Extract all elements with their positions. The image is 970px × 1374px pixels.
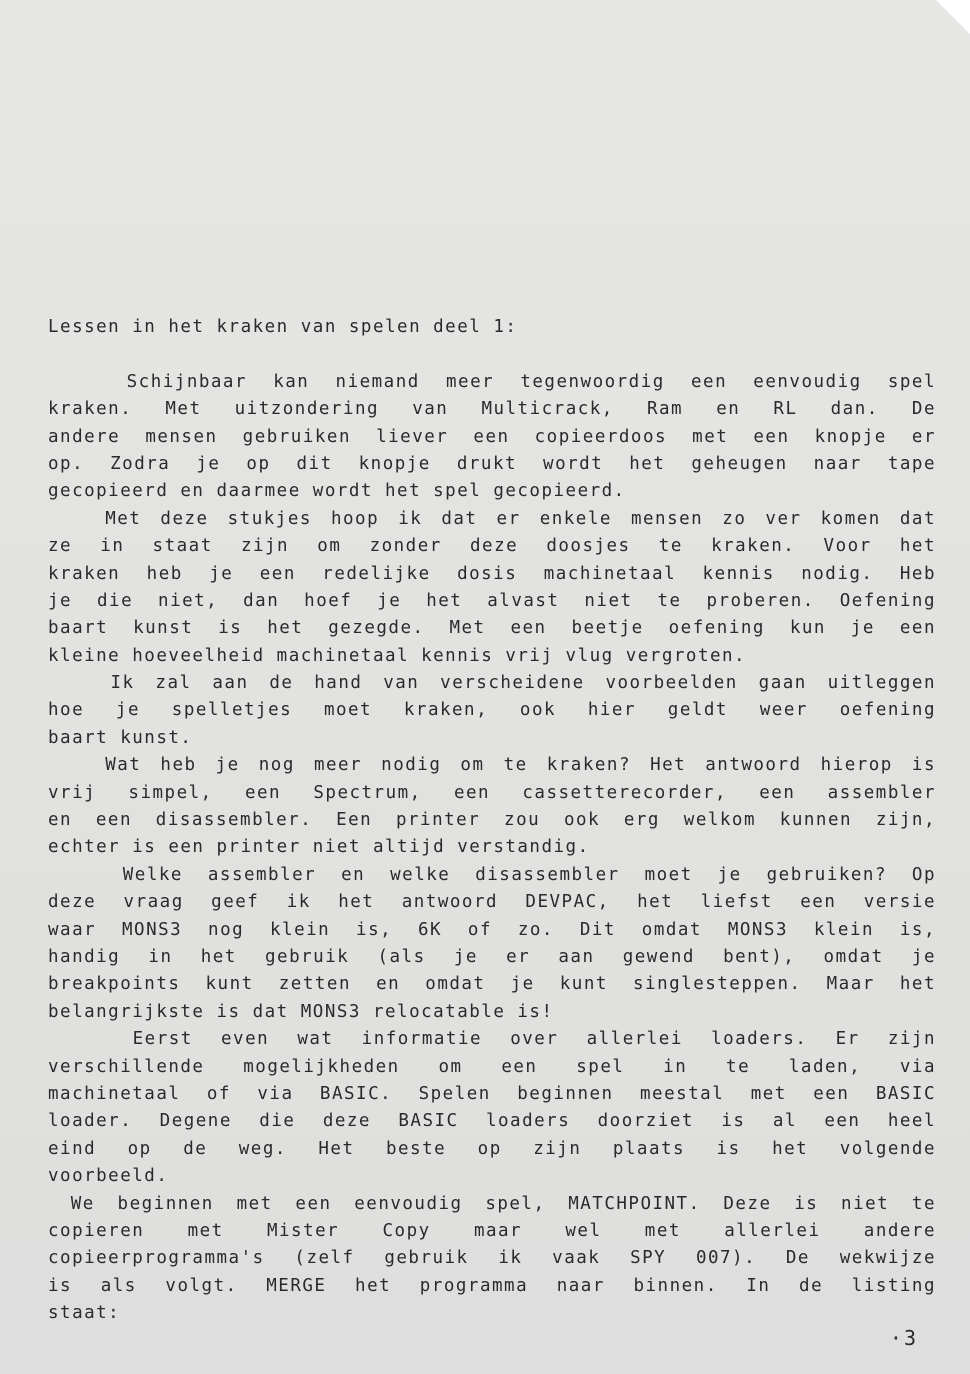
text-line: je die niet, dan hoef je het alvast niet te proberen. Oefening: [48, 590, 936, 611]
text-line: ze in staat zijn om zonder deze doosjes te kraken. Voor het: [48, 536, 936, 557]
text-line: hoe je spelletjes moet kraken, ook hier geldt weer oefening: [48, 700, 936, 721]
article-body: [48, 314, 936, 1327]
text-line: Schijnbaar kan niemand meer tegenwoordig een eenvoudig spel: [48, 371, 936, 392]
text-line: Welke assembler en welke disassembler moet je gebruiken? Op: [48, 864, 936, 885]
text-line: staat:: [48, 1303, 121, 1324]
text-line: vrij simpel, een Spectrum, een cassetterecorder, een assembler: [48, 782, 936, 803]
text-line: Ik zal aan de hand van verscheidene voorbeelden gaan uitleggen: [48, 673, 936, 694]
text-line: copieren met Mister Copy maar wel met allerlei andere: [48, 1220, 936, 1241]
text-line: op. Zodra je op dit knopje drukt wordt het geheugen naar tape: [48, 453, 936, 474]
page-number: ·3: [889, 1326, 918, 1350]
text-line: kraken. Met uitzondering van Multicrack, Ram en RL dan. De: [48, 399, 936, 420]
folded-corner: [936, 0, 970, 34]
text-line: kraken heb je een redelijke dosis machinetaal kennis nodig. Heb: [48, 563, 936, 584]
text-line: Eerst even wat informatie over allerlei loaders. Er zijn: [48, 1029, 936, 1050]
text-line: en een disassembler. Een printer zou ook erg welkom kunnen zijn,: [48, 810, 936, 831]
text-line: eind op de weg. Het beste op zijn plaats is het volgende: [48, 1138, 936, 1159]
paragraph-5: [48, 862, 936, 1026]
text-line: echter is een printer niet altijd verstandig.: [48, 837, 590, 858]
paragraph-4: [48, 752, 936, 862]
text-line: copieerprogramma's (zelf gebruik ik vaak SPY 007). De wekwijze: [48, 1248, 936, 1269]
paragraph-2: [48, 506, 936, 670]
text-line: is als volgt. MERGE het programma naar binnen. In de listing: [48, 1275, 936, 1296]
paragraph-3: [48, 670, 936, 752]
paragraph-6: [48, 1026, 936, 1190]
text-line: andere mensen gebruiken liever een copieerdoos met een knopje er: [48, 426, 936, 447]
text-line: deze vraag geef ik het antwoord DEVPAC, het liefst een versie: [48, 892, 936, 913]
text-line: kleine hoeveelheid machinetaal kennis vrij vlug vergroten.: [48, 645, 747, 666]
text-line: loader. Degene die deze BASIC loaders doorziet is al een heel: [48, 1111, 936, 1132]
paragraph-1: [48, 369, 936, 506]
text-line: We beginnen met een eenvoudig spel, MATCHPOINT. Deze is niet te: [48, 1193, 936, 1214]
text-line: machinetaal of via BASIC. Spelen beginnen meestal met een BASIC: [48, 1083, 936, 1104]
text-line: baart kunst is het gezegde. Met een beetje oefening kun je een: [48, 618, 936, 639]
text-line: verschillende mogelijkheden om een spel in te laden, via: [48, 1056, 936, 1077]
text-line: Met deze stukjes hoop ik dat er enkele mensen zo ver komen dat: [48, 508, 936, 529]
text-line: baart kunst.: [48, 727, 193, 748]
text-line: belangrijkste is dat MONS3 relocatable is!: [48, 1001, 554, 1022]
text-line: voorbeeld.: [48, 1166, 169, 1187]
text-line: gecopieerd en daarmee wordt het spel gecopieerd.: [48, 481, 626, 502]
text-line: waar MONS3 nog klein is, 6K of zo. Dit omdat MONS3 klein is,: [48, 919, 936, 940]
text-line: Wat heb je nog meer nodig om te kraken? Het antwoord hierop is: [48, 755, 936, 776]
paragraph-7: [48, 1191, 936, 1328]
article-title: Lessen in het kraken van spelen deel 1:: [48, 317, 518, 337]
text-line: breakpoints kunt zetten en omdat je kunt singlesteppen. Maar het: [48, 974, 936, 995]
text-line: handig in het gebruik (als je er aan gewend bent), omdat je: [48, 947, 936, 967]
